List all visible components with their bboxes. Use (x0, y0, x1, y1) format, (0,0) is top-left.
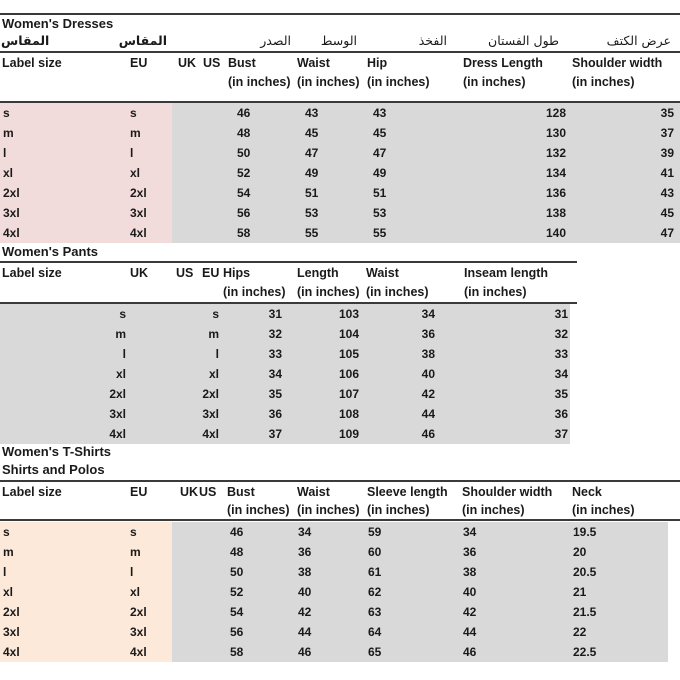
dresses-row-3-waist: 49 (305, 166, 319, 180)
dresses-row-5-eu: 3xl (130, 206, 147, 220)
dresses-row-0-hip: 43 (373, 106, 387, 120)
tshirts-row-4-shoulder: 42 (463, 605, 477, 619)
pants-row-2-inseam: 33 (554, 347, 568, 361)
dresses-header-shoulder-width: Shoulder width (572, 56, 663, 70)
arabic-thigh-label: الفخذ (418, 33, 447, 48)
dresses-row-1-shoulder_width: 37 (660, 126, 674, 140)
dresses-row-5-waist: 53 (305, 206, 319, 220)
dresses-row-6-bust: 58 (237, 226, 251, 240)
pants-row-0-waist: 34 (421, 307, 435, 321)
tshirts-row-6-bust: 58 (230, 645, 244, 659)
tshirts-row-1-shoulder: 36 (463, 545, 477, 559)
tshirts-row-2-waist: 38 (298, 565, 312, 579)
dresses-units-dress-length: (in inches) (463, 75, 526, 89)
tshirts-row-5-waist: 44 (298, 625, 312, 639)
tshirts-row-5-label: 3xl (3, 625, 20, 639)
tshirts-row-6-shoulder: 46 (463, 645, 477, 659)
dresses-row-2-label: l (3, 146, 7, 160)
pants-row-6-waist: 46 (421, 427, 435, 441)
pants-row-3-uk: xl (115, 367, 126, 381)
dresses-header-hip: Hip (367, 56, 388, 70)
pants-units-inseam: (in inches) (464, 285, 527, 299)
pants-row-3-length: 106 (338, 367, 359, 381)
dresses-header-us: US (203, 56, 221, 70)
dresses-row-1-waist: 45 (305, 126, 319, 140)
tshirts-row-6-neck: 22.5 (573, 645, 597, 659)
pants-row-6-length: 109 (338, 427, 359, 441)
pants-header-uk: UK (130, 266, 149, 280)
dresses-header-dress-length: Dress Length (463, 56, 543, 70)
pants-row-0-uk: s (119, 307, 126, 321)
tshirts-row-0-neck: 19.5 (573, 525, 597, 539)
tshirts-row-2-shoulder: 38 (463, 565, 477, 579)
pants-title: Women's Pants (2, 244, 99, 259)
tshirts-title-line2: Shirts and Polos (2, 462, 105, 477)
pants-row-0-inseam: 31 (554, 307, 568, 321)
dresses-row-5-hip: 53 (373, 206, 387, 220)
dresses-row-5-shoulder_width: 45 (660, 206, 674, 220)
pants-row-3-hips: 34 (268, 367, 282, 381)
dresses-row-1-eu: m (130, 126, 141, 140)
dresses-units-waist: (in inches) (297, 75, 360, 89)
pants-row-0-length: 103 (338, 307, 359, 321)
pants-header-hips: Hips (223, 266, 251, 280)
tshirts-row-2-neck: 20.5 (573, 565, 597, 579)
pants-row-3-inseam: 34 (554, 367, 568, 381)
dresses-row-1-hip: 45 (373, 126, 387, 140)
pants-row-1-waist: 36 (421, 327, 435, 341)
tshirts-header-neck: Neck (572, 485, 602, 499)
tshirts-row-6-eu: 4xl (130, 645, 147, 659)
pants-row-5-eu: 3xl (202, 407, 219, 421)
dresses-header-eu: EU (130, 56, 148, 70)
tshirts-header-us: US (199, 485, 217, 499)
dresses-row-4-shoulder_width: 43 (660, 186, 674, 200)
pants-header-us: US (176, 266, 194, 280)
tshirts-row-5-sleeve: 64 (368, 625, 382, 639)
tshirts-row-3-eu: xl (130, 585, 141, 599)
tshirts-row-0-bust: 46 (230, 525, 244, 539)
pants-header-top-rule (0, 261, 577, 263)
dresses-row-6-dress_length: 140 (545, 226, 566, 240)
tshirts-row-2-sleeve: 61 (368, 565, 382, 579)
pants-row-1-eu: m (208, 327, 219, 341)
tshirts-units-waist: (in inches) (297, 503, 360, 517)
pants-row-3-eu: xl (208, 367, 219, 381)
pants-header-waist: Waist (366, 266, 399, 280)
dresses-row-3-bust: 52 (237, 166, 251, 180)
pants-row-5-length: 108 (338, 407, 359, 421)
dresses-row-3-dress_length: 134 (545, 166, 566, 180)
dresses-header-uk: UK (178, 56, 197, 70)
dresses-row-6-label: 4xl (3, 226, 20, 240)
dresses-arabic-header-rule (0, 51, 680, 53)
tshirts-row-3-neck: 21 (573, 585, 587, 599)
dresses-units-bust: (in inches) (228, 75, 291, 89)
pants-row-1-uk: m (115, 327, 126, 341)
dresses-row-6-shoulder_width: 47 (660, 226, 674, 240)
tshirts-row-5-eu: 3xl (130, 625, 147, 639)
tshirts-row-1-label: m (3, 545, 14, 559)
pants-header-bottom-rule (0, 302, 577, 304)
tshirts-row-6-sleeve: 65 (368, 645, 382, 659)
dresses-row-4-waist: 51 (305, 186, 319, 200)
dresses-row-4-bust: 54 (237, 186, 251, 200)
tshirts-row-1-neck: 20 (573, 545, 587, 559)
pants-units-length: (in inches) (297, 285, 360, 299)
dresses-row-2-waist: 47 (305, 146, 319, 160)
pants-header-length: Length (297, 266, 339, 280)
pants-row-5-hips: 36 (268, 407, 282, 421)
pants-row-6-eu: 4xl (202, 427, 219, 441)
tshirts-row-3-waist: 40 (298, 585, 312, 599)
pants-row-4-hips: 35 (268, 387, 282, 401)
pants-row-5-waist: 44 (421, 407, 435, 421)
dresses-row-5-bust: 56 (237, 206, 251, 220)
tshirts-row-0-waist: 34 (298, 525, 312, 539)
pants-header-inseam-length: Inseam length (464, 266, 549, 280)
dresses-row-4-label: 2xl (3, 186, 20, 200)
dresses-row-0-shoulder_width: 35 (660, 106, 674, 120)
tshirts-row-5-bust: 56 (230, 625, 244, 639)
dresses-row-3-shoulder_width: 41 (660, 166, 674, 180)
tshirts-row-3-bust: 52 (230, 585, 244, 599)
tshirts-row-4-sleeve: 63 (368, 605, 382, 619)
tshirts-row-1-sleeve: 60 (368, 545, 382, 559)
pants-row-4-inseam: 35 (554, 387, 568, 401)
tshirts-row-4-eu: 2xl (130, 605, 147, 619)
tshirts-row-3-shoulder: 40 (463, 585, 477, 599)
dresses-row-1-label: m (3, 126, 14, 140)
pants-row-4-eu: 2xl (202, 387, 219, 401)
tshirts-row-5-neck: 22 (573, 625, 587, 639)
dresses-header-bottom-rule (0, 101, 680, 103)
tshirts-row-3-label: xl (3, 585, 14, 599)
dresses-units-hip: (in inches) (367, 75, 430, 89)
pants-row-0-eu: s (212, 307, 219, 321)
dresses-row-5-label: 3xl (3, 206, 20, 220)
tshirts-row-0-label: s (3, 525, 10, 539)
pants-row-2-eu: l (215, 347, 219, 361)
dresses-row-6-hip: 55 (373, 226, 387, 240)
dresses-row-0-label: s (3, 106, 10, 120)
tshirts-row-4-label: 2xl (3, 605, 20, 619)
dresses-header-bust: Bust (228, 56, 256, 70)
pants-row-6-uk: 4xl (109, 427, 126, 441)
pants-row-3-waist: 40 (421, 367, 435, 381)
dresses-row-6-eu: 4xl (130, 226, 147, 240)
dresses-row-4-dress_length: 136 (545, 186, 566, 200)
tshirts-header-bottom-rule (0, 519, 680, 521)
pants-row-5-inseam: 36 (554, 407, 568, 421)
tshirts-row-4-waist: 42 (298, 605, 312, 619)
tshirts-row-3-sleeve: 62 (368, 585, 382, 599)
dresses-row-1-bust: 48 (237, 126, 251, 140)
tshirts-row-2-bust: 50 (230, 565, 244, 579)
pants-units-hips: (in inches) (223, 285, 286, 299)
dresses-title: Women's Dresses (2, 16, 114, 31)
dresses-row-2-shoulder_width: 39 (660, 146, 674, 160)
tshirts-units-sleeve: (in inches) (367, 503, 430, 517)
dresses-row-2-eu: l (130, 146, 134, 160)
dresses-row-2-hip: 47 (373, 146, 387, 160)
pants-row-0-hips: 31 (268, 307, 282, 321)
tshirts-row-6-label: 4xl (3, 645, 20, 659)
tshirts-row-1-bust: 48 (230, 545, 244, 559)
tshirts-header-shoulder-width: Shoulder width (462, 485, 553, 499)
tshirts-row-1-eu: m (130, 545, 141, 559)
tshirts-row-2-label: l (3, 565, 7, 579)
dresses-row-1-dress_length: 130 (545, 126, 566, 140)
pants-row-2-hips: 33 (268, 347, 282, 361)
tshirts-row-4-neck: 21.5 (573, 605, 597, 619)
tshirts-row-5-shoulder: 44 (463, 625, 477, 639)
pants-row-2-waist: 38 (421, 347, 435, 361)
pants-row-2-uk: l (122, 347, 126, 361)
pants-row-6-inseam: 37 (554, 427, 568, 441)
dresses-row-3-label: xl (3, 166, 14, 180)
tshirts-row-0-shoulder: 34 (463, 525, 477, 539)
pants-row-4-uk: 2xl (109, 387, 126, 401)
tshirts-header-waist: Waist (297, 485, 330, 499)
tshirts-row-4-bust: 54 (230, 605, 244, 619)
dresses-row-2-dress_length: 132 (545, 146, 566, 160)
tshirts-data-background (172, 522, 668, 662)
pants-row-4-length: 107 (338, 387, 359, 401)
tshirts-title-line1: Women's T-Shirts (2, 444, 112, 459)
dresses-row-0-waist: 43 (305, 106, 319, 120)
tshirts-header-bust: Bust (227, 485, 255, 499)
tshirts-row-1-waist: 36 (298, 545, 312, 559)
dresses-row-0-eu: s (130, 106, 137, 120)
pants-row-1-hips: 32 (268, 327, 282, 341)
dresses-row-5-dress_length: 138 (545, 206, 566, 220)
tshirts-header-uk: UK (180, 485, 199, 499)
dresses-row-3-eu: xl (130, 166, 141, 180)
tshirts-header-top-rule (0, 480, 680, 482)
dresses-row-0-dress_length: 128 (545, 106, 566, 120)
tshirts-units-bust: (in inches) (227, 503, 290, 517)
tshirts-units-shoulder: (in inches) (462, 503, 525, 517)
tshirts-row-0-sleeve: 59 (368, 525, 382, 539)
tshirts-row-2-eu: l (130, 565, 134, 579)
arabic-shoulder-width-label: عرض الكتف (606, 33, 671, 48)
tshirts-row-6-waist: 46 (298, 645, 312, 659)
dresses-row-6-waist: 55 (305, 226, 319, 240)
tshirts-units-neck: (in inches) (572, 503, 635, 517)
arabic-dress-length-label: طول الفستان (488, 33, 559, 48)
pants-header-eu: EU (202, 266, 220, 280)
arabic-waist-label: الوسط (320, 33, 357, 48)
tshirts-header-sleeve-length: Sleeve length (367, 485, 448, 499)
pants-row-2-length: 105 (338, 347, 359, 361)
pants-data-background (0, 304, 570, 444)
dresses-row-4-hip: 51 (373, 186, 387, 200)
pants-row-1-inseam: 32 (554, 327, 568, 341)
dresses-header-waist: Waist (297, 56, 330, 70)
tshirts-header-label-size: Label size (2, 485, 62, 499)
dresses-row-4-eu: 2xl (130, 186, 147, 200)
arabic-size-label-1: المقاس (1, 33, 50, 48)
dresses-row-2-bust: 50 (237, 146, 251, 160)
dresses-row-0-bust: 46 (237, 106, 251, 120)
pants-units-waist: (in inches) (366, 285, 429, 299)
pants-row-5-uk: 3xl (109, 407, 126, 421)
dresses-header-label-size: Label size (2, 56, 62, 70)
tshirts-header-eu: EU (130, 485, 148, 499)
pants-header-label-size: Label size (2, 266, 62, 280)
arabic-chest-label: الصدر (260, 33, 291, 48)
arabic-size-label-2: المقاس (118, 33, 167, 48)
tshirts-row-0-eu: s (130, 525, 137, 539)
pants-row-1-length: 104 (338, 327, 359, 341)
pants-row-6-hips: 37 (268, 427, 282, 441)
pants-row-4-waist: 42 (421, 387, 435, 401)
dresses-units-shoulder-width: (in inches) (572, 75, 635, 89)
dresses-row-3-hip: 49 (373, 166, 387, 180)
